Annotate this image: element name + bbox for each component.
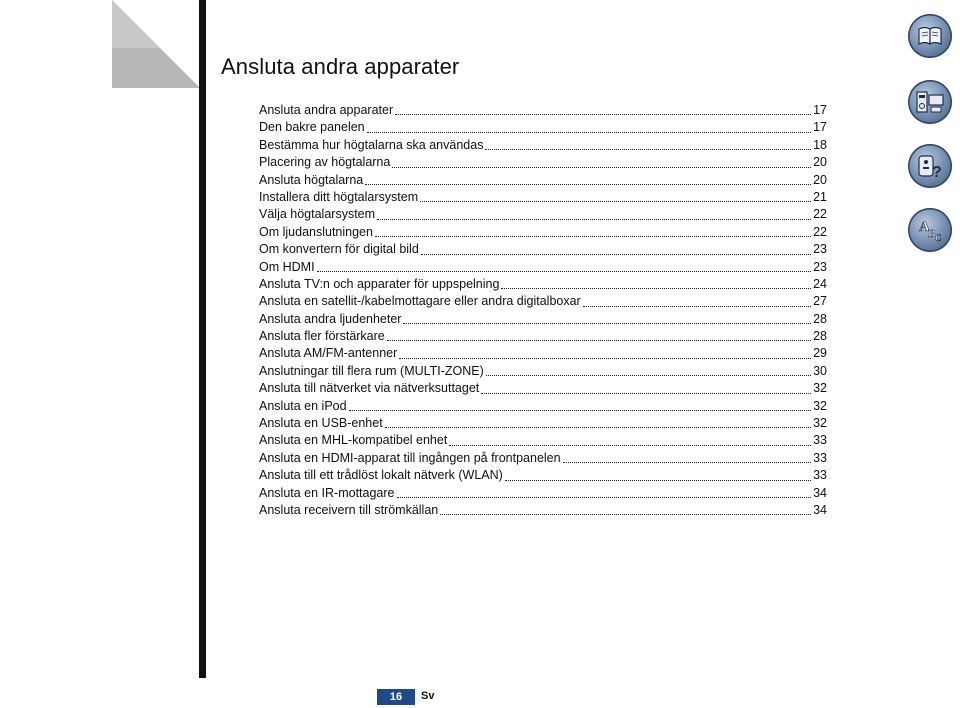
toc-entry[interactable] <box>259 398 827 415</box>
toc-entry[interactable] <box>259 102 827 119</box>
page-title: Ansluta andra apparater <box>221 54 460 79</box>
toc-leader-dots <box>397 497 812 498</box>
toc-leader-dots <box>387 340 811 341</box>
toc-entry-page: 23 <box>813 259 827 274</box>
toc-entry-page: 34 <box>813 502 827 517</box>
toc-leader-dots <box>395 114 811 115</box>
toc-leader-dots <box>583 306 811 307</box>
devices-icon[interactable] <box>908 80 952 124</box>
corner-decoration <box>0 0 200 88</box>
toc-entry[interactable] <box>259 380 827 397</box>
toc-entry[interactable] <box>259 485 827 502</box>
toc-entry-label: Ansluta en satellit-/kabelmottagare eller andra digitalboxar <box>259 294 581 309</box>
svg-text:C: C <box>935 233 942 243</box>
toc-entry-page: 21 <box>813 189 827 204</box>
toc-entry[interactable] <box>259 328 827 345</box>
toc-entry-page: 28 <box>813 311 827 326</box>
toc-entry-label: Ansluta receivern till strömkällan <box>259 502 439 517</box>
toc-entry-label: Ansluta andra apparater <box>259 103 394 117</box>
toc-leader-dots <box>420 201 811 202</box>
toc-entry-label: Anslutningar till flera rum (MULTI-ZONE) <box>259 363 484 378</box>
toc-leader-dots <box>385 427 811 428</box>
toc-entry-label: Installera ditt högtalarsystem <box>259 189 419 204</box>
toc-entry-page: 27 <box>813 294 827 309</box>
toc-entry-label: Om konvertern för digital bild <box>259 242 419 257</box>
language-code: Sv <box>421 690 435 702</box>
toc-entry-page: 32 <box>813 381 827 396</box>
svg-text:?: ? <box>932 164 942 180</box>
toc-entry-label: Ansluta TV:n och apparater för uppspelning <box>259 276 500 291</box>
toc-entry[interactable] <box>259 363 827 380</box>
toc-entry-label: Ansluta en USB-enhet <box>259 416 383 431</box>
toc-entry-label: Ansluta en iPod <box>259 398 347 413</box>
toc-entry-label: Placering av högtalarna <box>259 155 391 170</box>
toc-entry-label: Den bakre panelen <box>259 120 365 135</box>
toc-leader-dots <box>501 288 811 289</box>
vertical-divider <box>199 0 206 678</box>
toc-entry-page: 34 <box>813 485 827 500</box>
toc-entry[interactable] <box>259 311 827 328</box>
toc-leader-dots <box>403 323 811 324</box>
toc-leader-dots <box>375 236 811 237</box>
toc-leader-dots <box>317 271 812 272</box>
toc-entry-label: Om HDMI <box>259 259 315 274</box>
toc-entry[interactable] <box>259 502 827 519</box>
toc-entry-label: Ansluta till ett trådlöst lokalt nätverk (WLAN) <box>259 468 503 483</box>
toc-entry[interactable] <box>259 345 827 362</box>
toc-entry-page: 32 <box>813 416 827 431</box>
toc-entry-label: Ansluta en MHL-kompatibel enhet <box>259 433 448 448</box>
toc-entry[interactable] <box>259 154 827 171</box>
toc-entry-label: Ansluta en HDMI-apparat till ingången på frontpanelen <box>259 450 561 465</box>
toc-entry-page: 30 <box>813 363 827 378</box>
toc-entry-page: 22 <box>813 207 827 222</box>
toc-entry-page: 18 <box>813 137 827 152</box>
toc-entry-page: 17 <box>813 120 827 135</box>
toc-entry-page: 20 <box>813 172 827 187</box>
toc-leader-dots <box>392 167 811 168</box>
toc-entry[interactable] <box>259 467 827 484</box>
toc-entry-page: 17 <box>813 103 827 117</box>
toc-entry[interactable] <box>259 450 827 467</box>
toc-entry-label: Ansluta andra ljudenheter <box>259 311 402 326</box>
toc-entry-label: Ansluta en IR-mottagare <box>259 485 395 500</box>
toc-entry[interactable] <box>259 432 827 449</box>
toc-entry-page: 33 <box>813 468 827 483</box>
toc-entry[interactable] <box>259 189 827 206</box>
toc-entry-label: Bestämma hur högtalarna ska användas <box>259 137 484 152</box>
toc-entry-page: 28 <box>813 329 827 344</box>
toc-entry[interactable] <box>259 259 827 276</box>
toc-entry[interactable] <box>259 224 827 241</box>
toc-leader-dots <box>365 184 811 185</box>
table-of-contents <box>259 102 827 519</box>
toc-entry[interactable] <box>259 293 827 310</box>
toc-entry[interactable] <box>259 119 827 136</box>
toc-leader-dots <box>349 410 812 411</box>
svg-text:B: B <box>928 228 936 240</box>
toc-entry-label: Ansluta högtalarna <box>259 172 364 187</box>
toc-entry-page: 32 <box>813 398 827 413</box>
toc-leader-dots <box>399 358 811 359</box>
toc-entry-page: 24 <box>813 276 827 291</box>
toc-leader-dots <box>505 480 811 481</box>
toc-leader-dots <box>485 149 811 150</box>
toc-entry-label: Om ljudanslutningen <box>259 224 373 239</box>
toc-entry[interactable] <box>259 137 827 154</box>
toc-entry-label: Ansluta fler förstärkare <box>259 329 385 344</box>
toc-leader-dots <box>486 375 811 376</box>
toc-leader-dots <box>449 445 811 446</box>
toc-entry-page: 33 <box>813 433 827 448</box>
book-icon[interactable] <box>908 14 952 58</box>
toc-entry-page: 20 <box>813 155 827 170</box>
abc-icon[interactable] <box>908 208 952 252</box>
toc-entry[interactable] <box>259 172 827 189</box>
toc-leader-dots <box>563 462 812 463</box>
remote-help-icon[interactable] <box>908 144 952 188</box>
toc-entry[interactable] <box>259 206 827 223</box>
toc-entry-label: Ansluta AM/FM-antenner <box>259 346 398 361</box>
toc-entry-page: 23 <box>813 242 827 257</box>
page-number: 16 <box>377 689 415 705</box>
toc-entry-label: Välja högtalarsystem <box>259 207 376 222</box>
svg-text:A: A <box>919 219 930 235</box>
toc-leader-dots <box>421 254 811 255</box>
toc-leader-dots <box>440 514 811 515</box>
toc-entry-page: 22 <box>813 224 827 239</box>
toc-entry-page: 29 <box>813 346 827 361</box>
toc-entry[interactable] <box>259 415 827 432</box>
toc-leader-dots <box>481 393 811 394</box>
toc-leader-dots <box>367 132 811 133</box>
toc-entry-page: 33 <box>813 450 827 465</box>
toc-entry[interactable] <box>259 276 827 293</box>
toc-leader-dots <box>377 219 811 220</box>
toc-entry[interactable] <box>259 241 827 258</box>
toc-entry-label: Ansluta till nätverket via nätverksuttaget <box>259 381 480 396</box>
